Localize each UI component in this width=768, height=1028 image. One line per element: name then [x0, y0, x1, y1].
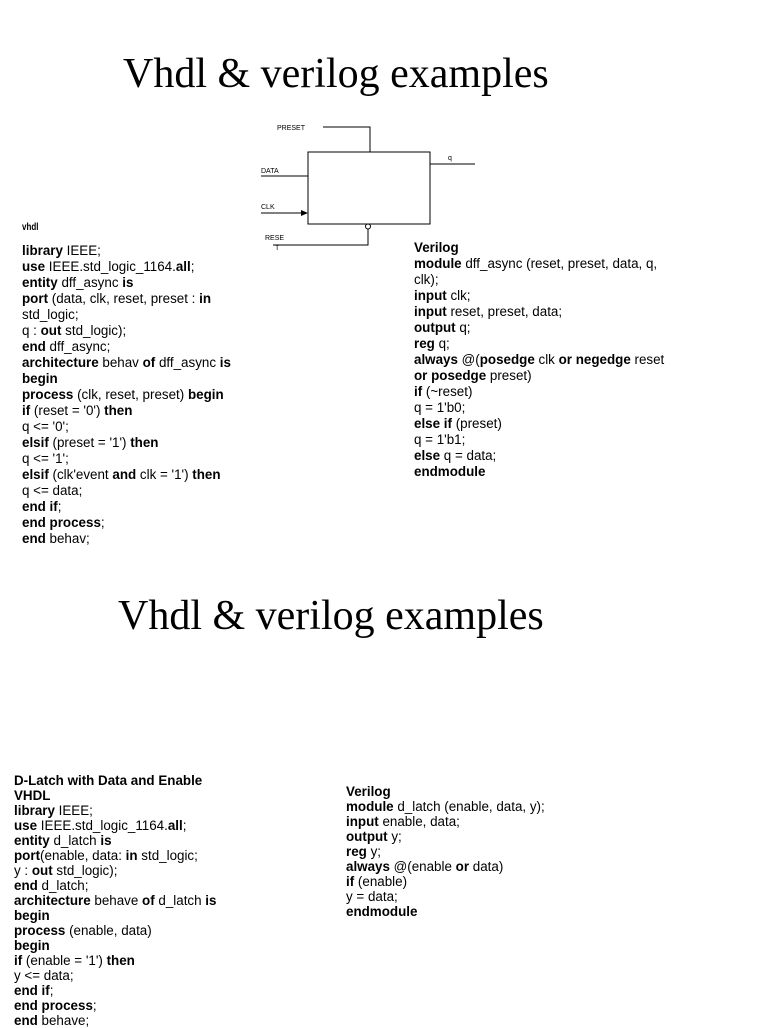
code-text: clk	[534, 352, 559, 367]
code-text: q;	[455, 320, 471, 335]
code-keyword: if	[346, 874, 355, 889]
q-label: q	[448, 155, 452, 162]
code-text: IEEE;	[62, 243, 101, 258]
code-text: q :	[22, 323, 41, 338]
code-keyword: and	[112, 467, 137, 482]
code-text: behave;	[37, 1013, 90, 1028]
code-text: q = 1'b1;	[414, 432, 466, 447]
code-line	[14, 953, 216, 968]
code-line	[22, 371, 231, 387]
code-keyword: elsif	[22, 467, 49, 482]
code-text: q <= '1';	[22, 451, 69, 466]
code-line	[346, 844, 545, 859]
code-line	[414, 336, 664, 352]
code-keyword: or posedge	[414, 368, 487, 383]
slide1-title: Vhdl & verilog examples	[123, 51, 549, 97]
code-line	[22, 323, 231, 339]
code-text: q <= data;	[22, 483, 83, 498]
code-keyword: begin	[14, 908, 50, 923]
code-keyword: else if	[414, 416, 452, 431]
code-keyword: entity	[22, 275, 58, 290]
code-line	[414, 272, 664, 288]
code-keyword: port	[22, 291, 49, 306]
code-text: std_logic);	[52, 863, 118, 878]
code-line	[414, 320, 664, 336]
reset-label-a: RESE	[265, 235, 285, 242]
code-keyword: endmodule	[346, 904, 418, 919]
code-line	[414, 416, 664, 432]
reset-label-b: T	[275, 245, 280, 252]
code-text: data)	[469, 859, 504, 874]
code-keyword: is	[122, 275, 134, 290]
code-keyword: is	[219, 355, 231, 370]
code-text: clk);	[414, 272, 439, 287]
code-line	[22, 531, 231, 547]
code-keyword: process	[22, 387, 74, 402]
dff-block	[308, 152, 430, 224]
code-keyword: if	[414, 384, 423, 399]
code-line	[414, 288, 664, 304]
slide1-verilog-code	[414, 240, 664, 480]
code-keyword: port	[14, 848, 41, 863]
code-keyword: posedge	[479, 352, 535, 367]
code-text: y <= data;	[14, 968, 74, 983]
code-line	[22, 259, 231, 275]
code-keyword: reg	[414, 336, 435, 351]
reset-wire	[273, 229, 368, 245]
code-text: (enable, data:	[40, 848, 126, 863]
code-keyword: end if	[14, 983, 50, 998]
code-keyword: else	[414, 448, 441, 463]
code-keyword: Verilog	[414, 240, 459, 255]
code-line	[22, 483, 231, 499]
code-text: dff_async;	[45, 339, 111, 354]
code-line	[22, 275, 231, 291]
code-text: behav;	[45, 531, 90, 546]
code-keyword: use	[14, 818, 38, 833]
code-keyword: begin	[187, 387, 224, 402]
code-keyword: library	[22, 243, 63, 258]
code-text: (data, clk, reset, preset :	[48, 291, 200, 306]
code-keyword: end process	[22, 515, 101, 530]
code-text: dff_async (reset, preset, data, q,	[461, 256, 658, 271]
code-keyword: all	[167, 818, 183, 833]
code-text: (enable = '1')	[22, 953, 107, 968]
code-text: enable, data;	[378, 814, 460, 829]
code-keyword: library	[14, 803, 55, 818]
code-keyword: of	[142, 355, 156, 370]
preset-wire	[323, 127, 370, 152]
clk-arrow-icon	[301, 210, 308, 216]
code-text: ;	[190, 259, 195, 274]
slide1-vhdl-code	[22, 243, 231, 547]
code-keyword: in	[199, 291, 212, 306]
code-line	[414, 464, 664, 480]
code-keyword: VHDL	[14, 788, 51, 803]
code-line	[414, 432, 664, 448]
clk-label: CLK	[261, 204, 275, 211]
slide2-verilog-code	[346, 784, 545, 919]
data-label: DATA	[261, 168, 279, 175]
code-line	[14, 1013, 216, 1028]
code-text: y;	[387, 829, 402, 844]
code-text: ;	[92, 998, 97, 1013]
code-line	[346, 874, 545, 889]
code-text: (preset)	[451, 416, 502, 431]
vhdl-tag: vhdl	[22, 222, 39, 233]
code-keyword: always	[414, 352, 458, 367]
code-keyword: input	[414, 304, 447, 319]
code-line	[22, 403, 231, 419]
code-line	[14, 878, 216, 893]
code-line	[14, 983, 216, 998]
code-line	[14, 863, 216, 878]
code-line	[414, 368, 664, 384]
code-text: d_latch (enable, data, y);	[393, 799, 545, 814]
code-keyword: architecture	[22, 355, 99, 370]
code-keyword: input	[414, 288, 447, 303]
code-text: (reset = '0')	[30, 403, 105, 418]
code-text: y;	[366, 844, 381, 859]
code-line	[14, 818, 216, 833]
code-line	[14, 923, 216, 938]
code-keyword: elsif	[22, 435, 49, 450]
code-keyword: begin	[22, 371, 58, 386]
code-keyword: output	[414, 320, 456, 335]
code-line	[22, 243, 231, 259]
code-keyword: then	[106, 953, 135, 968]
code-text: IEEE.std_logic_1164.	[37, 818, 168, 833]
code-line	[414, 256, 664, 272]
code-text: clk;	[446, 288, 471, 303]
code-keyword: architecture	[14, 893, 91, 908]
code-keyword: module	[346, 799, 394, 814]
code-line	[22, 515, 231, 531]
code-text: d_latch	[154, 893, 206, 908]
code-line	[22, 467, 231, 483]
code-keyword: end	[22, 339, 46, 354]
code-line	[414, 384, 664, 400]
code-keyword: or negedge	[558, 352, 631, 367]
code-line	[14, 908, 216, 923]
code-line	[414, 400, 664, 416]
code-line	[22, 307, 231, 323]
code-text: behav	[98, 355, 143, 370]
code-text: (preset = '1')	[48, 435, 131, 450]
code-keyword: use	[22, 259, 46, 274]
code-line	[414, 240, 664, 256]
code-text: (clk, reset, preset)	[73, 387, 188, 402]
code-text: @(	[457, 352, 480, 367]
code-line	[14, 968, 216, 983]
code-text: std_logic);	[61, 323, 127, 338]
code-line	[14, 803, 216, 818]
code-line	[414, 304, 664, 320]
code-line	[22, 499, 231, 515]
code-keyword: then	[104, 403, 133, 418]
code-text: @(enable	[389, 859, 456, 874]
code-line	[14, 773, 216, 788]
code-text: d_latch	[49, 833, 101, 848]
code-text: preset)	[486, 368, 532, 383]
code-line	[22, 291, 231, 307]
code-keyword: begin	[14, 938, 50, 953]
code-keyword: out	[40, 323, 62, 338]
code-text: std_logic;	[137, 848, 198, 863]
code-text: IEEE.std_logic_1164.	[45, 259, 176, 274]
code-keyword: all	[175, 259, 191, 274]
code-keyword: module	[414, 256, 462, 271]
code-text: dff_async	[155, 355, 220, 370]
code-line	[14, 893, 216, 908]
code-text: (clk'event	[48, 467, 113, 482]
code-keyword: then	[192, 467, 221, 482]
code-text: q;	[434, 336, 450, 351]
code-line	[14, 938, 216, 953]
code-line	[346, 904, 545, 919]
code-keyword: end if	[22, 499, 58, 514]
code-keyword: end process	[14, 998, 93, 1013]
code-text: behave	[90, 893, 143, 908]
code-line	[346, 784, 545, 799]
code-text: reset	[630, 352, 665, 367]
code-text: std_logic;	[22, 307, 79, 322]
code-line	[22, 355, 231, 371]
slide2-title: Vhdl & verilog examples	[118, 593, 544, 639]
code-line	[22, 435, 231, 451]
code-text: IEEE;	[54, 803, 93, 818]
code-text: (enable, data)	[65, 923, 152, 938]
code-keyword: if	[22, 403, 31, 418]
code-line	[22, 387, 231, 403]
slide2-vhdl-code	[14, 773, 216, 1028]
code-keyword: end	[14, 1013, 38, 1028]
code-line	[414, 448, 664, 464]
code-keyword: always	[346, 859, 390, 874]
code-keyword: end	[22, 531, 46, 546]
code-keyword: of	[142, 893, 155, 908]
code-keyword: out	[31, 863, 53, 878]
code-keyword: D-Latch with Data and Enable	[14, 773, 203, 788]
code-line	[346, 829, 545, 844]
code-text: (enable)	[354, 874, 408, 889]
code-text: q = 1'b0;	[414, 400, 466, 415]
code-keyword: reg	[346, 844, 367, 859]
code-line	[22, 451, 231, 467]
code-text: q <= '0';	[22, 419, 69, 434]
code-line	[346, 814, 545, 829]
code-text: ;	[182, 818, 187, 833]
code-line	[14, 848, 216, 863]
code-text: q = data;	[440, 448, 497, 463]
code-keyword: if	[14, 953, 23, 968]
code-line	[14, 788, 216, 803]
code-line	[346, 889, 545, 904]
code-text: dff_async	[57, 275, 123, 290]
code-line	[14, 833, 216, 848]
code-line	[14, 998, 216, 1013]
code-keyword: entity	[14, 833, 50, 848]
code-keyword: is	[205, 893, 217, 908]
code-keyword: is	[100, 833, 112, 848]
code-line	[346, 799, 545, 814]
code-text: clk = '1')	[136, 467, 193, 482]
code-line	[414, 352, 664, 368]
code-keyword: then	[130, 435, 159, 450]
code-line	[346, 859, 545, 874]
code-text: d_latch;	[37, 878, 89, 893]
code-text: ;	[49, 983, 54, 998]
code-text: y :	[14, 863, 32, 878]
code-keyword: input	[346, 814, 379, 829]
code-keyword: process	[14, 923, 66, 938]
code-text: ;	[100, 515, 105, 530]
code-keyword: or	[455, 859, 470, 874]
code-line	[22, 339, 231, 355]
code-keyword: output	[346, 829, 388, 844]
code-text: ;	[57, 499, 62, 514]
code-text: reset, preset, data;	[446, 304, 563, 319]
code-keyword: end	[14, 878, 38, 893]
code-keyword: Verilog	[346, 784, 391, 799]
code-keyword: in	[125, 848, 138, 863]
reset-bubble-icon	[366, 224, 371, 229]
code-line	[22, 419, 231, 435]
preset-label: PRESET	[277, 125, 306, 132]
code-text: (~reset)	[422, 384, 473, 399]
code-text: y = data;	[346, 889, 398, 904]
code-keyword: endmodule	[414, 464, 486, 479]
dff-async-diagram	[255, 118, 485, 258]
